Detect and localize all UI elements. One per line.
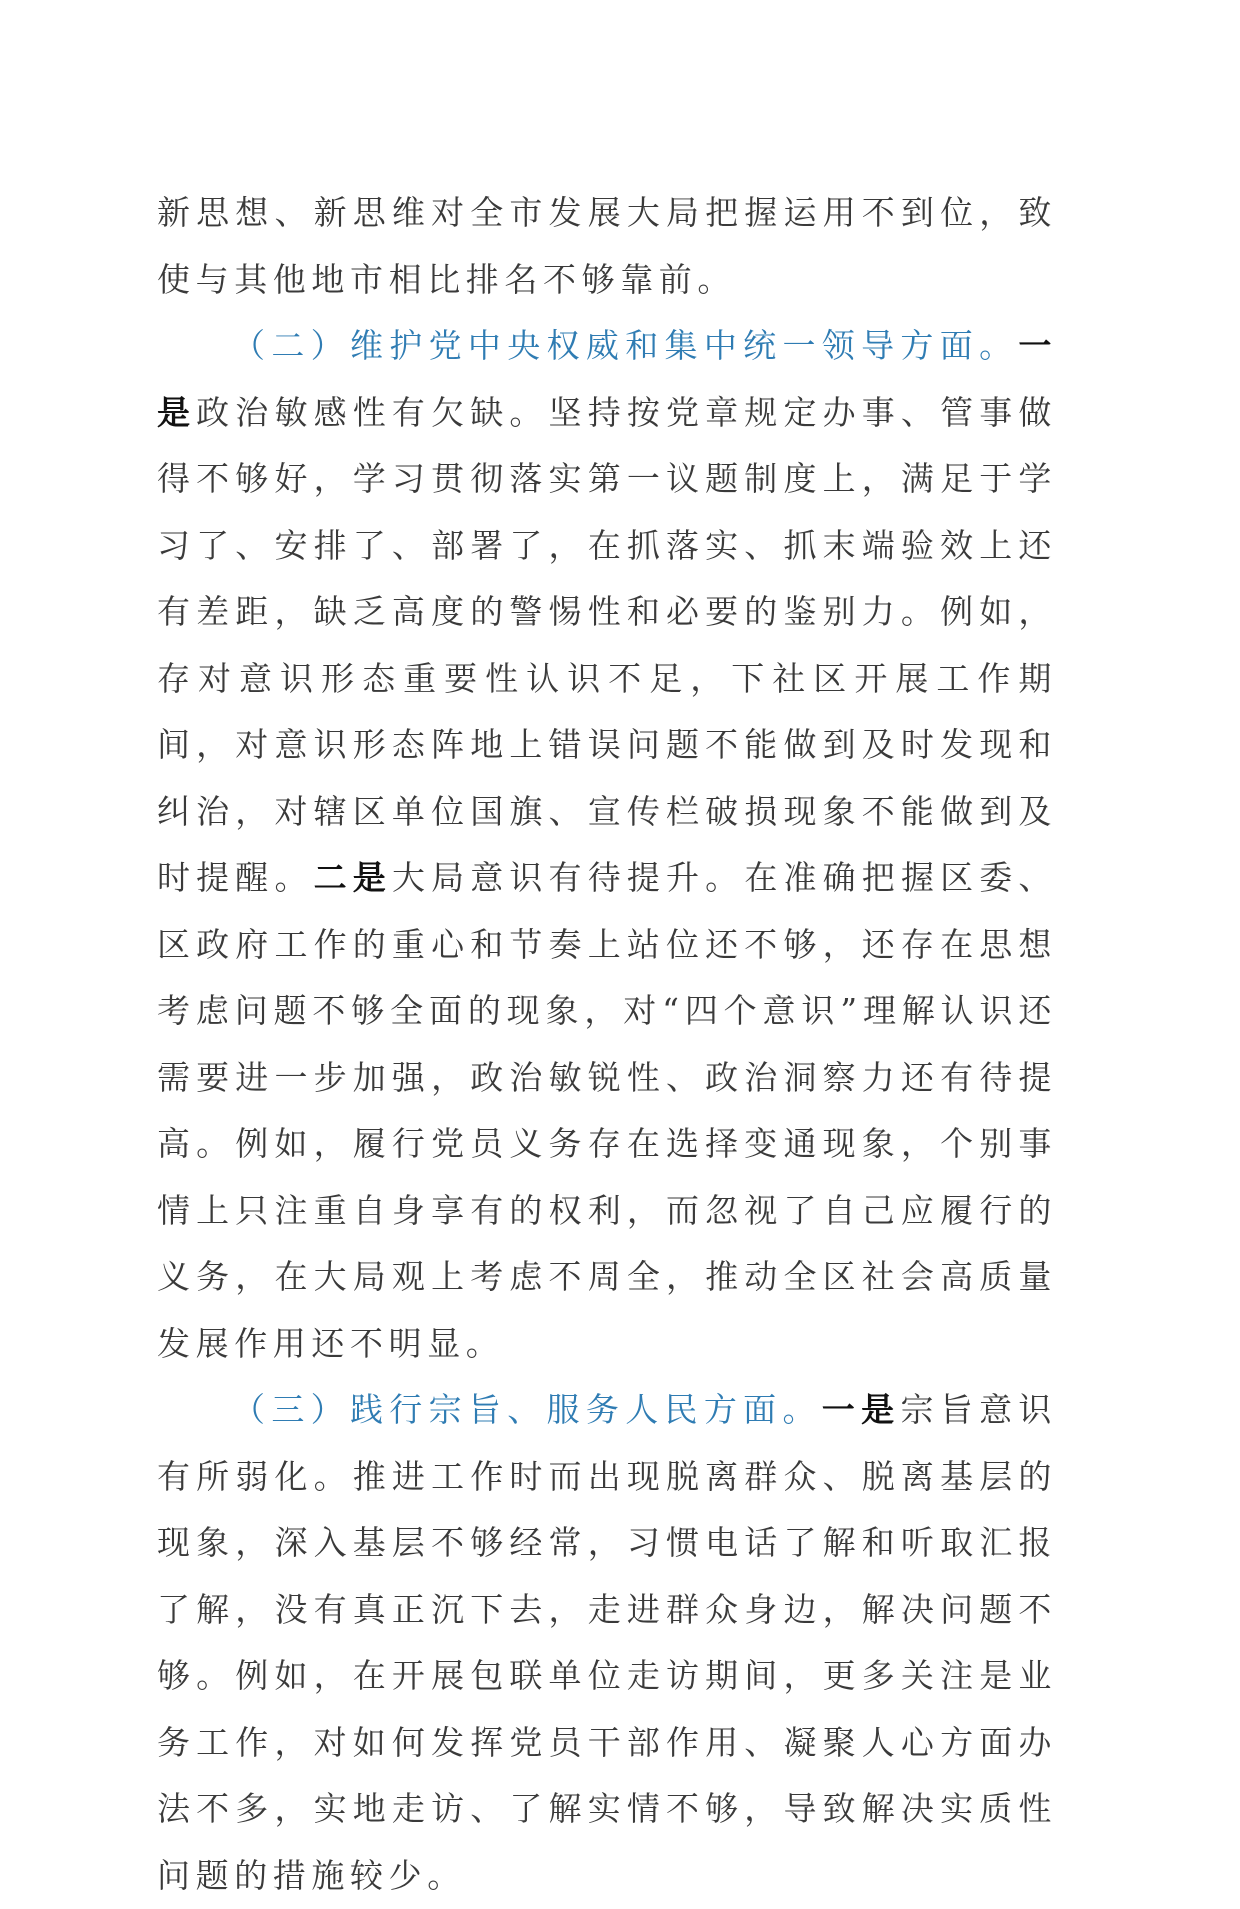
point-one-label: 一是 xyxy=(157,326,1057,432)
section-two-heading: （二）维护党中央权威和集中统一领导方面。 xyxy=(232,326,1019,365)
point-two-text: 大局意识有待提升。在准确把握区委、区政府工作的重心和节奏上站位还不够，还存在思想考虑问题不够全面的现象，对“四个意识”理解认识还需要进一步加强，政治敏锐性、政治洞察力还有待提高。例如，履行党员义务存在选择变通现象，个别事情上只注重自身享有的权利，而忽视了自己应履行的义务，在大局观上考虑不周全，推动全区社会高质量发展作用还不明显。 xyxy=(157,858,1058,1363)
point-one-label: 一是 xyxy=(821,1390,901,1429)
point-one-text: 政治敏感性有欠缺。坚持按党章规定办事、管事做得不够好，学习贯彻落实第一议题制度上，满足于学习了、安排了、部署了，在抓落实、抓末端验效上还有差距，缺乏高度的警惕性和必要的鉴别力。例如，存对意识形态重要性认识不足，下社区开展工作期间，对意识形态阵地上错误问题不能做到及时发现和纠治，对辖区单位国旗、宣传栏破损现象不能做到及时提醒。 xyxy=(157,392,1057,897)
point-one-text: 宗旨意识有所弱化。推进工作时而出现脱离群众、脱离基层的现象，深入基层不够经常，习惯电话了解和听取汇报了解，没有真正沉下去，走进群众身边，解决问题不够。例如，在开展包联单位走访期间，更多关注是业务工作，对如何发挥党员干部作用、凝聚人心方面办法不多，实地走访、了解实情不够，导致解决实质性问题的措施较少。 xyxy=(157,1390,1057,1895)
section-two-paragraph xyxy=(157,313,1057,1377)
document-page xyxy=(157,180,1057,1909)
paragraph-continuation xyxy=(157,180,1057,313)
section-three-paragraph xyxy=(157,1377,1057,1909)
point-two-label: 二是 xyxy=(313,858,392,897)
paragraph-text: 新思想、新思维对全市发展大局把握运用不到位，致使与其他地市相比排名不够靠前。 xyxy=(157,193,1057,299)
section-three-heading: （三）践行宗旨、服务人民方面。 xyxy=(232,1390,822,1429)
